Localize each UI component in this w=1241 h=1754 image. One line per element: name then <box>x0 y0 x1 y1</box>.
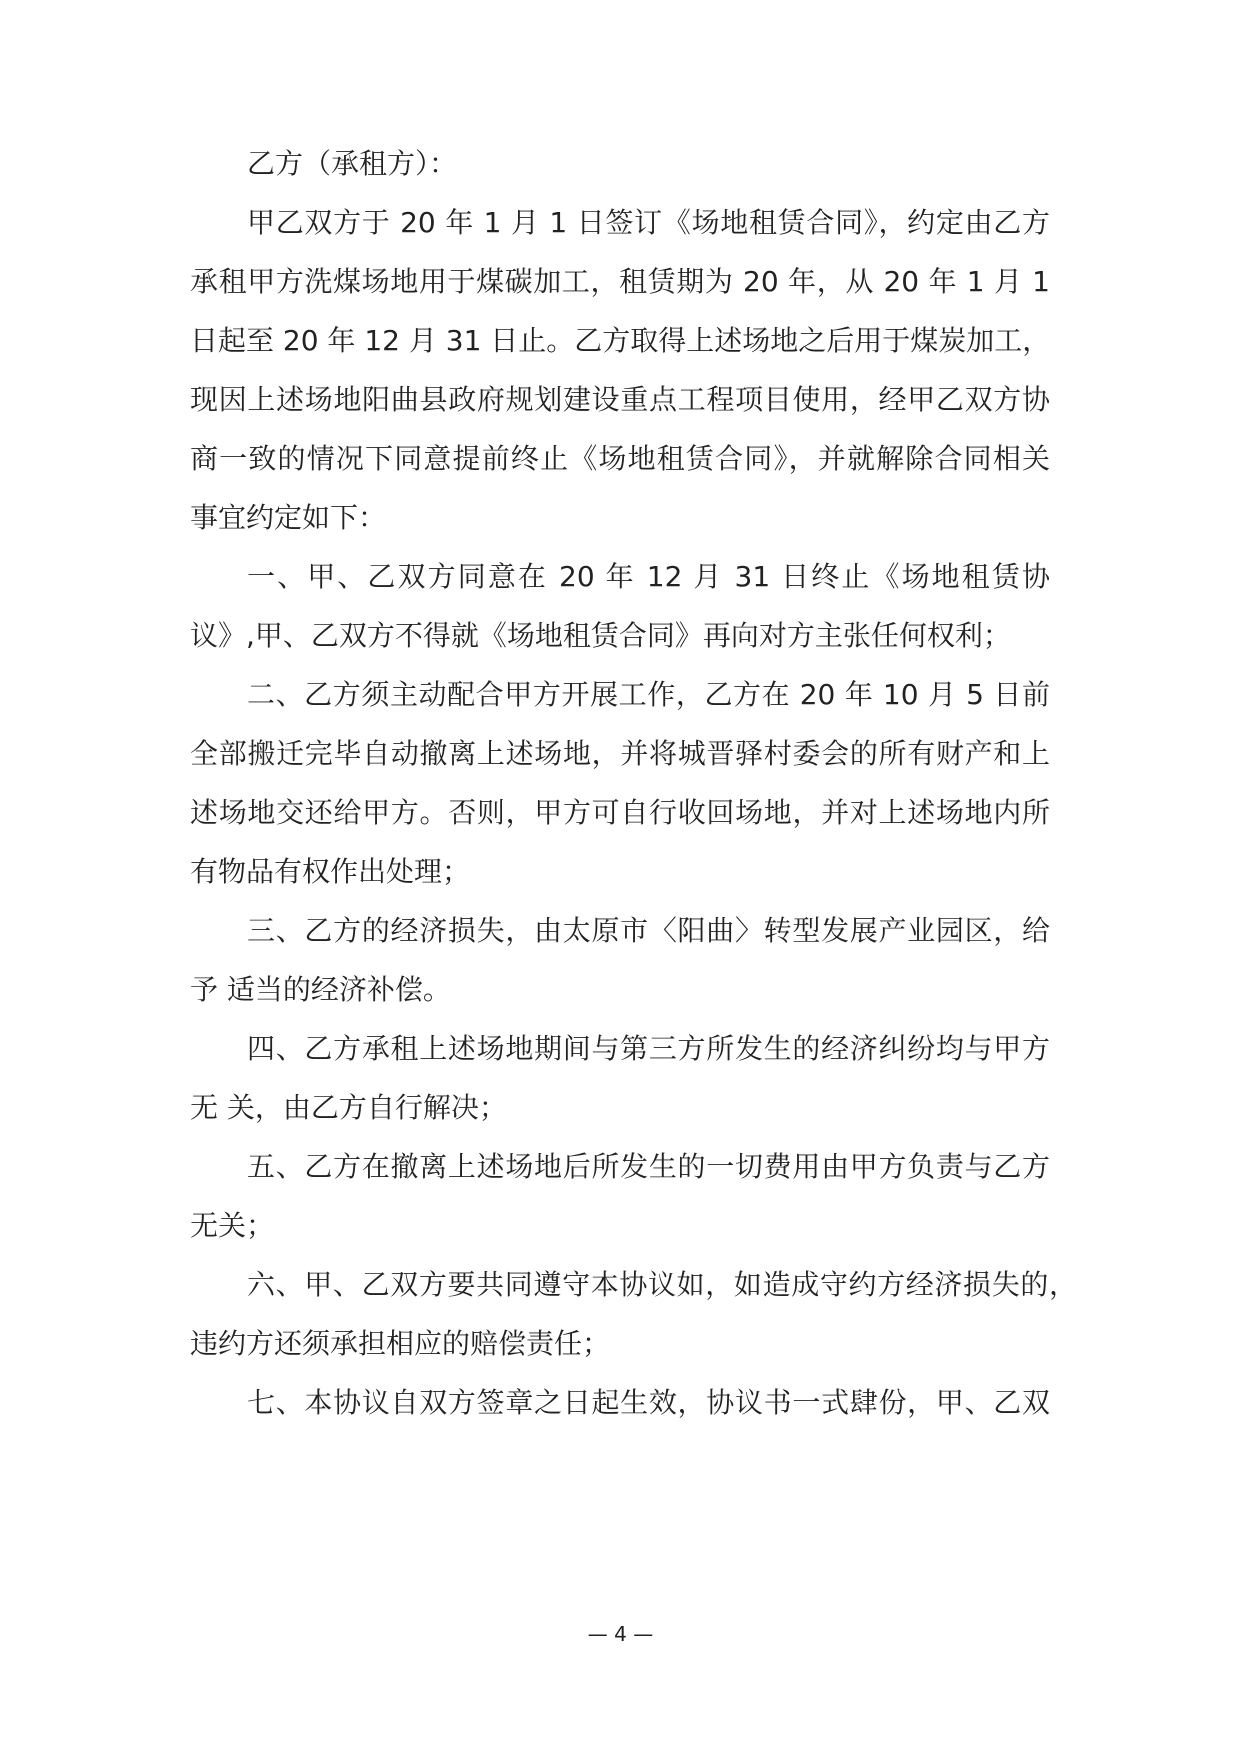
clause-3-line-2: 予 适当的经济补偿。 <box>190 973 451 1006</box>
clause-5-line-2: 无关； <box>190 1209 275 1242</box>
paragraph-intro-line-6: 事宜约定如下： <box>190 501 387 534</box>
clause-1-line-1: 一、甲、乙双方同意在 20 年 12 月 31 日终止《场地租赁协 <box>247 560 1050 593</box>
paragraph-intro-line-3: 日起至 20 年 12 月 31 日止。乙方取得上述场地之后用于煤炭加工， <box>190 324 1051 357</box>
clause-5-line-1: 五、乙方在撤离上述场地后所发生的一切费用由甲方负责与乙方 <box>247 1150 1050 1183</box>
paragraph-intro-line-5: 商一致的情况下同意提前终止《场地租赁合同》，并就解除合同相关 <box>190 442 1050 475</box>
paragraph-intro-line-4: 现因上述场地阳曲县政府规划建设重点工程项目使用，经甲乙双方协 <box>190 383 1050 416</box>
clause-2-line-4: 有物品有权作出处理； <box>190 855 471 888</box>
clause-7-line-1: 七、本协议自双方签章之日起生效，协议书一式肆份，甲、乙双 <box>247 1386 1050 1419</box>
clause-3-line-1: 三、乙方的经济损失，由太原市〈阳曲〉转型发展产业园区，给 <box>247 914 1050 947</box>
paragraph-intro-line-2: 承租甲方洗煤场地用于煤碳加工，租赁期为 20 年，从 20 年 1 月 1 <box>190 265 1050 298</box>
clause-1-line-2: 议》,甲、乙双方不得就《场地租赁合同》再向对方主张任何权利； <box>190 619 1011 652</box>
clause-2-line-2: 全部搬迁完毕自动撤离上述场地，并将城晋驿村委会的所有财产和上 <box>190 737 1050 770</box>
clause-4-line-2: 无 关，由乙方自行解决； <box>190 1091 507 1124</box>
paragraph-intro-line-1: 甲乙双方于 20 年 1 月 1 日签订《场地租赁合同》，约定由乙方 <box>247 206 1050 239</box>
clause-4-line-1: 四、乙方承租上述场地期间与第三方所发生的经济纠纷均与甲方 <box>247 1032 1050 1065</box>
party-b-label: 乙方（承租方）： <box>247 147 458 180</box>
clause-2-line-3: 述场地交还给甲方。否则，甲方可自行收回场地，并对上述场地内所 <box>190 796 1050 829</box>
page-number: — 4 — <box>587 1622 654 1646</box>
clause-6-line-1: 六、甲、乙双方要共同遵守本协议如，如造成守约方经济损失的， <box>247 1268 1077 1301</box>
clause-2-line-1: 二、乙方须主动配合甲方开展工作，乙方在 20 年 10 月 5 日前 <box>247 678 1050 711</box>
clause-6-line-2: 违约方还须承担相应的赔偿责任； <box>190 1327 611 1360</box>
